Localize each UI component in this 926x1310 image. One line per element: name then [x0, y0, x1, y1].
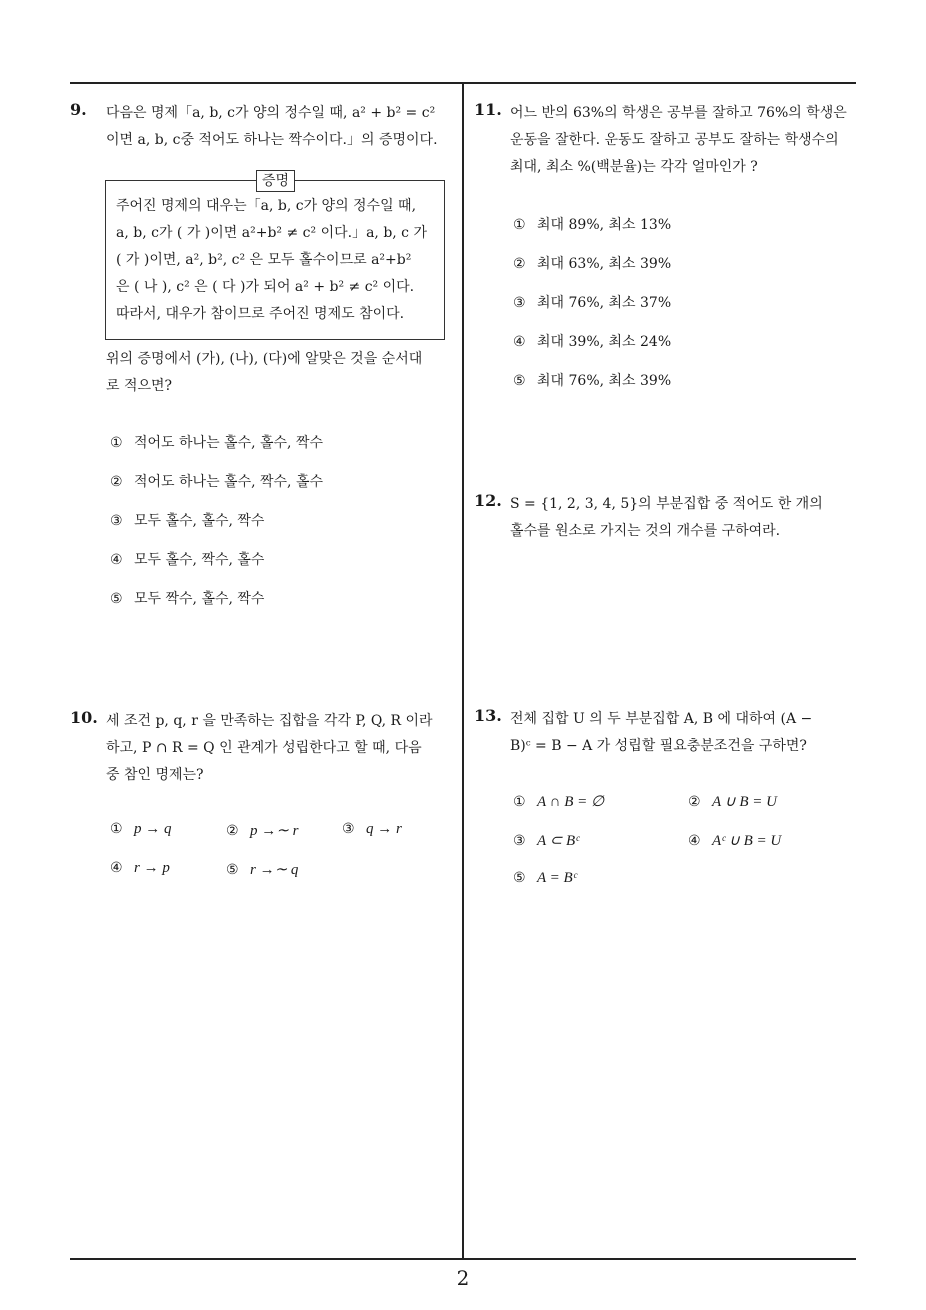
q10-option-1[interactable] [110, 821, 172, 838]
option-text: 모두 홀수, 홀수, 짝수 [134, 513, 265, 529]
option-text: q → r [366, 821, 402, 837]
q10-option-4[interactable] [110, 860, 170, 877]
proof-line: 따라서, 대우가 참이므로 주어진 명제도 참이다. [116, 306, 405, 322]
stem-line: 어느 반의 63%의 학생은 공부를 잘하고 76%의 학생은 [510, 105, 847, 121]
option-number: ② [513, 256, 526, 272]
proof-line: a, b, c가 ( 가 )이면 a²+b² ≠ c² 이다.」a, b, c 가 [116, 225, 427, 241]
q13-option-5[interactable] [513, 870, 577, 887]
bottom-rule [70, 1258, 856, 1260]
question-number: 13. [474, 706, 502, 725]
question-stem [106, 708, 456, 789]
stem-line: S = {1, 2, 3, 4, 5}의 부분집합 중 적어도 한 개의 [510, 496, 823, 512]
option-text: r → p [134, 860, 170, 876]
proof-line: 주어진 명제의 대우는「a, b, c가 양의 정수일 때, [116, 198, 417, 214]
option-text: 모두 홀수, 짝수, 홀수 [134, 552, 265, 568]
q13-option-2[interactable] [688, 792, 777, 811]
option-number: ④ [110, 552, 123, 568]
q13-option-3[interactable] [513, 831, 579, 850]
option-number: ① [110, 435, 123, 451]
stem-line: 로 적으면? [106, 378, 173, 394]
option-number: ① [513, 217, 526, 233]
option-text: 적어도 하나는 홀수, 짝수, 홀수 [134, 474, 323, 490]
option-text: Aᶜ ∪ B = U [712, 833, 782, 849]
option-number: ⑤ [226, 862, 239, 878]
option-text: 최대 76%, 최소 39% [537, 373, 672, 389]
option-text: A ⊂ Bᶜ [537, 833, 580, 849]
question-9-prompt [106, 346, 456, 400]
column-divider [462, 82, 464, 1259]
stem-line: 운동을 잘한다. 운동도 잘하고 공부도 잘하는 학생수의 [510, 132, 839, 148]
option-text: A = Bᶜ [537, 870, 577, 886]
stem-line: B)ᶜ = B − A 가 성립할 필요충분조건을 구하면? [510, 738, 807, 754]
option-text: 최대 63%, 최소 39% [537, 256, 672, 272]
question-number: 12. [474, 491, 502, 510]
option-text: A ∪ B = U [712, 794, 777, 810]
stem-line: 세 조건 p, q, r 을 만족하는 집합을 각각 P, Q, R 이라 [106, 713, 433, 729]
stem-line: 전체 집합 U 의 두 부분집합 A, B 에 대하여 (A − [510, 711, 813, 727]
q9-option-3[interactable] [110, 510, 264, 530]
option-text: r →∼ q [250, 862, 299, 878]
option-number: ③ [342, 821, 355, 837]
q13-option-1[interactable] [513, 792, 604, 811]
q10-option-3[interactable] [342, 821, 402, 838]
question-stem [510, 491, 860, 545]
q10-option-5[interactable] [226, 860, 298, 879]
question-stem [106, 100, 456, 154]
stem-line: 다음은 명제「a, b, c가 양의 정수일 때, a² + b² = c² [106, 105, 436, 121]
question-stem [510, 100, 860, 181]
stem-line: 하고, P ∩ R = Q 인 관계가 성립한다고 할 때, 다음 [106, 740, 422, 756]
q11-option-2[interactable] [513, 253, 671, 273]
page-number: 2 [456, 1266, 470, 1290]
q11-option-1[interactable] [513, 214, 671, 234]
q9-option-2[interactable] [110, 471, 323, 491]
option-number: ① [110, 821, 123, 837]
option-number: ⑤ [110, 591, 123, 607]
option-number: ④ [513, 334, 526, 350]
question-stem [510, 706, 860, 760]
option-number: ③ [110, 513, 123, 529]
proof-line: 은 ( 나 ), c² 은 ( 다 )가 되어 a² + b² ≠ c² 이다. [116, 279, 415, 295]
option-text: A ∩ B = ∅ [537, 794, 605, 810]
option-number: ② [688, 794, 701, 810]
q13-option-4[interactable] [688, 831, 781, 850]
proof-line: ( 가 )이면, a², b², c² 은 모두 홀수이므로 a²+b² [116, 252, 412, 268]
question-number: 10. [70, 708, 98, 727]
proof-box [105, 173, 445, 340]
q11-option-3[interactable] [513, 292, 671, 312]
option-text: p → q [134, 821, 172, 837]
stem-line: 이면 a, b, c중 적어도 하나는 짝수이다.」의 증명이다. [106, 132, 438, 148]
option-number: ⑤ [513, 870, 526, 886]
stem-line: 홀수를 원소로 가지는 것의 개수를 구하여라. [510, 523, 781, 539]
question-13 [474, 706, 860, 760]
q11-option-4[interactable] [513, 331, 671, 351]
option-text: 모두 짝수, 홀수, 짝수 [134, 591, 265, 607]
option-number: ① [513, 794, 526, 810]
q10-option-2[interactable] [226, 821, 298, 840]
question-10 [70, 708, 456, 789]
stem-line: 최대, 최소 %(백분율)는 각각 얼마인가 ? [510, 159, 758, 175]
option-number: ② [110, 474, 123, 490]
q9-option-4[interactable] [110, 549, 264, 569]
option-text: 최대 89%, 최소 13% [537, 217, 672, 233]
option-number: ③ [513, 833, 526, 849]
stem-line: 위의 증명에서 (가), (나), (다)에 알맞은 것을 순서대 [106, 351, 423, 367]
question-number: 9. [70, 100, 87, 119]
question-number: 11. [474, 100, 502, 119]
stem-line: 중 참인 명제는? [106, 767, 204, 783]
q11-option-5[interactable] [513, 370, 671, 390]
option-number: ② [226, 823, 239, 839]
question-11 [474, 100, 860, 181]
q9-option-1[interactable] [110, 432, 323, 452]
option-text: 최대 76%, 최소 37% [537, 295, 672, 311]
question-9 [70, 100, 456, 154]
option-text: p →∼ r [250, 823, 299, 839]
option-text: 최대 39%, 최소 24% [537, 334, 672, 350]
question-12 [474, 491, 860, 545]
q9-option-5[interactable] [110, 588, 264, 608]
option-number: ③ [513, 295, 526, 311]
option-number: ⑤ [513, 373, 526, 389]
option-number: ④ [688, 833, 701, 849]
option-text: 적어도 하나는 홀수, 홀수, 짝수 [134, 435, 323, 451]
proof-label: 증명 [256, 170, 295, 192]
option-number: ④ [110, 860, 123, 876]
